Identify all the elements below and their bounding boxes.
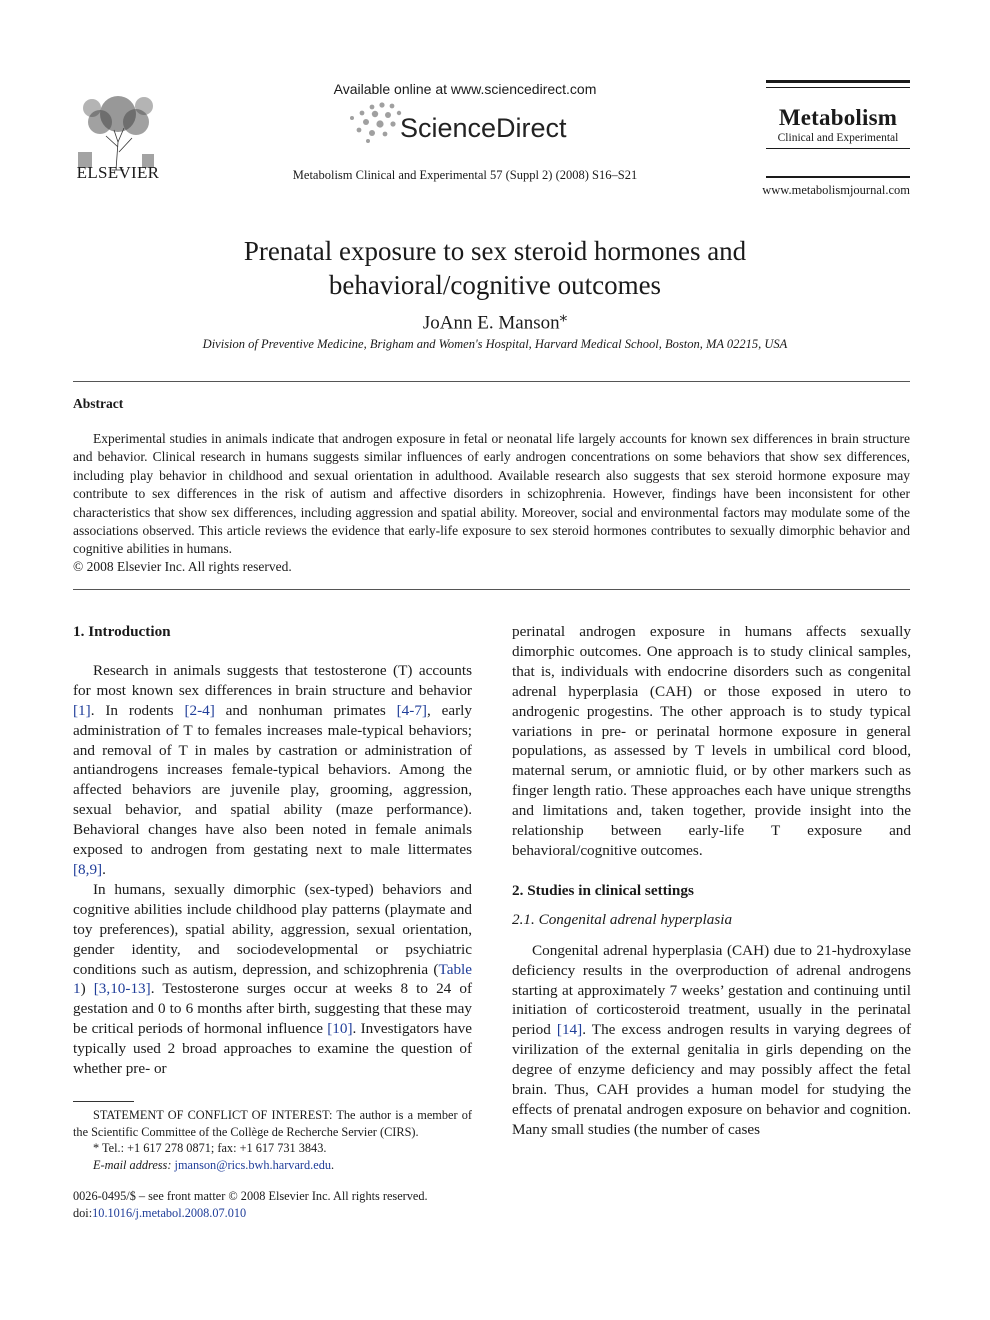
section-divider <box>73 381 910 382</box>
masthead-rule <box>766 148 910 149</box>
corresponding-author-mark[interactable]: ⁎ <box>559 309 568 325</box>
masthead-rule <box>766 176 910 178</box>
journal-name: Metabolism <box>778 105 898 130</box>
citation-link[interactable]: [2-4] <box>184 701 215 719</box>
sciencedirect-logo <box>346 101 586 145</box>
doi-line: doi:10.1016/j.metabol.2008.07.010 <box>73 1205 247 1220</box>
article-title-line: Prenatal exposure to sex steroid hormones and <box>243 236 747 266</box>
masthead-rule <box>766 80 910 83</box>
front-matter-info <box>73 1188 503 1221</box>
body-paragraph: Research in animals suggests that testosterone (T) accounts for most known sex differences in brain structure and behavior [1]. In rodents [2-4] and nonhuman primates [4-7], early administration of T to females increases male-typical behaviors; and removal of T in males by castration or administration of antiandrogens increases female-typical behaviors. Among the affected behaviors are juvenile play, grooming, aggression, sexual behavior, and spatial ability (maze performance). Behavioral changes have also been noted in female animals exposed to androgen from gestating next to male littermates [8,9]. <box>73 661 472 878</box>
table-link[interactable]: Table 1 <box>73 960 472 998</box>
subsection-heading-cah: 2.1. Congenital adrenal hyperplasia <box>512 910 733 928</box>
footnote-rule <box>73 1101 134 1102</box>
sciencedirect-wordmark: ScienceDirect <box>400 113 567 143</box>
footnotes <box>73 1107 472 1174</box>
masthead-rule <box>766 87 910 88</box>
author-contact: * Tel.: +1 617 278 0871; fax: +1 617 731 3843. <box>93 1141 327 1156</box>
body-paragraph: Congenital adrenal hyperplasia (CAH) due to 21-hydroxylase deficiency results in the overproduction of adrenal androgens starting at approximately 7 weeks’ gestation and continuing until initiation of corticosteroid treatment, usually in the perinatal period [14]. The excess androgen results in varying degrees of virilization of the external genitalia in girls depending on the degree of enzyme deficiency and may possibly affect the fetal brain. Thus, CAH provides a human model for studying the effects of prenatal androgen exposure on behavior and cognition. Many small studies (the number of cases <box>512 941 911 1138</box>
section-divider <box>73 589 910 590</box>
author-name <box>200 307 790 334</box>
doi-link[interactable]: 10.1016/j.metabol.2008.07.010 <box>92 1205 247 1220</box>
citation-link[interactable]: [14] <box>556 1021 583 1039</box>
issn-line: 0026-0495/$ – see front matter © 2008 Elsevier Inc. All rights reserved. <box>73 1189 428 1203</box>
article-title-line: behavioral/cognitive outcomes <box>328 270 662 300</box>
abstract-text: Experimental studies in animals indicate that androgen exposure in fetal or neonatal life largely accounts for known sex differences in brain structure and behavior. Clinical research in humans suggests similar influences of early androgen concentrations on some behaviors that show sex differences, including play behavior in childhood and sexual orientation in adulthood. Available research also suggests that sex steroid hormone exposure may contribute to sex differences in the risk of autism and affective disorders in schizophrenia. However, findings have been inconsistent for other characteristics that show sex differences, including aggression and spatial ability. Moreover, social and environmental factors may modulate some of the associations observed. This article reviews the evidence that early-life exposure to sex steroid hormones contributes to sexually dimorphic behavior and cognitive abilities in humans. <box>73 431 910 557</box>
journal-citation: Metabolism Clinical and Experimental 57 (Suppl 2) (2008) S16–S21 <box>292 168 638 182</box>
article-title <box>120 234 870 302</box>
available-online-note: Available online at www.sciencedirect.com <box>333 81 597 97</box>
body-paragraph: In humans, sexually dimorphic (sex-typed) behaviors and cognitive abilities include childhood play patterns (playmate and toy preferences), spatial ability, aggression, sexual orientation, gender identity, and sociodevelopmental or psychiatric conditions such as autism, depression, and schizophrenia (Table 1) [3,10-13]. Testosterone surges occur at weeks 8 to 24 of gestation and 0 to 6 months after birth, suggesting that these may be critical periods of hormonal influence [10]. Investigators have typically used 2 broad approaches to examine the question of whether pre- or <box>73 880 472 1078</box>
body-column-right <box>512 622 911 1140</box>
journal-subtitle: Clinical and Experimental <box>777 132 899 144</box>
citation-link[interactable]: [4-7] <box>396 701 427 719</box>
sciencedirect-dots-icon <box>350 102 401 143</box>
author-name-text: JoAnn E. Manson <box>422 312 560 334</box>
section-heading-introduction: 1. Introduction <box>73 623 171 640</box>
abstract-heading: Abstract <box>73 396 124 411</box>
citation-link[interactable]: [3,10-13] <box>93 980 151 998</box>
email-label: E-mail address: <box>93 1158 172 1173</box>
body-column-left <box>73 622 472 1079</box>
author-email: E-mail address: jmanson@rics.bwh.harvard.edu. <box>93 1158 335 1173</box>
body-paragraph: perinatal androgen exposure in humans affects sexually dimorphic outcomes. One approach is to study clinical samples, that is, individuals with endocrine disorders such as congenital adrenal hyperplasia (CAH) or those exposed in utero to androgenic progestins. The other approach is to study typical variations in pre- or perinatal hormone exposure in general populations, as assessed by T levels in umbilical cord blood, maternal serum, or amniotic fluid, or by other markers such as finger length ratio. These approaches each have unique strengths and limitations and, taken together, provide insight into the relationship between early-life T exposure and behavioral/cognitive outcomes. <box>512 623 911 859</box>
citation-link[interactable]: [1] <box>73 701 91 719</box>
abstract-copyright: © 2008 Elsevier Inc. All rights reserved. <box>73 559 292 574</box>
publisher-wordmark: ELSEVIER <box>76 163 160 182</box>
section-heading-clinical-settings: 2. Studies in clinical settings <box>512 881 694 899</box>
citation-link[interactable]: [8,9] <box>73 860 103 878</box>
email-link[interactable]: jmanson@rics.bwh.harvard.edu <box>174 1158 331 1173</box>
author-affiliation: Division of Preventive Medicine, Brigham and Women's Hospital, Harvard Medical School, Boston, MA 02215, USA <box>202 337 788 351</box>
journal-url[interactable]: www.metabolismjournal.com <box>762 183 910 197</box>
conflict-statement: STATEMENT OF CONFLICT OF INTEREST: The author is a member of the Scientific Committee of the Collège de Recherche Servier (CIRS). <box>73 1108 472 1139</box>
citation-link[interactable]: [10] <box>327 1020 353 1038</box>
